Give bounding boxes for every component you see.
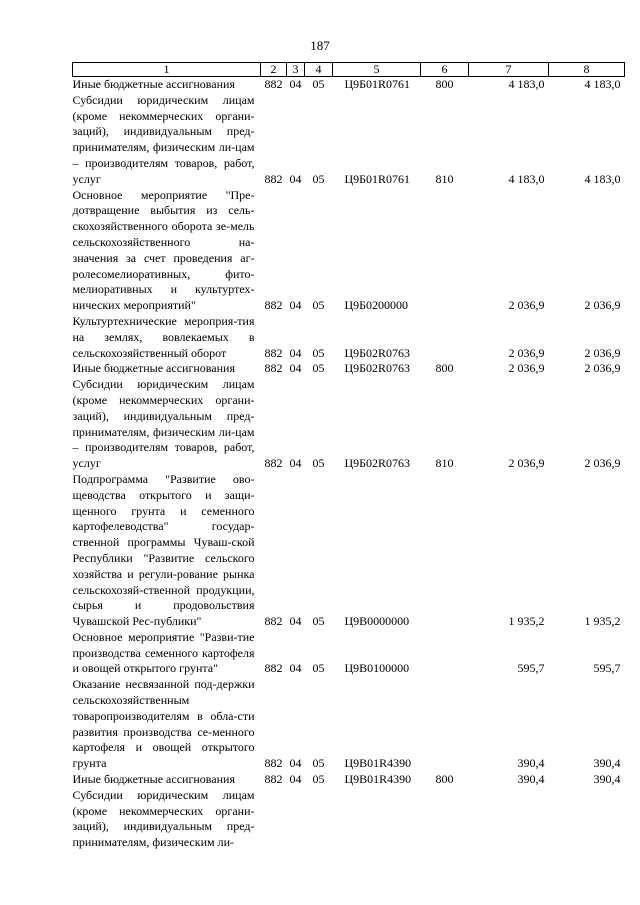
row-name-cell: Основное мероприятие "Разви-тие производства семенного картофеля и овощей открытого грунта"	[72, 629, 255, 676]
ministry-code-cell: 882	[264, 756, 283, 771]
ministry-code-cell: 882	[264, 661, 283, 676]
amount-year2-cell: 390,4	[593, 772, 621, 787]
amount-year2-cell: 2 036,9	[584, 361, 621, 376]
amount-year2-cell: 2 036,9	[584, 456, 621, 471]
row-name-cell: Субсидии юридическим лицам (кроме некоммерческих органи-заций), индивидуальным пред-принимателям, физическим ли-цам – производителям товаров, работ, услуг	[72, 377, 255, 471]
amount-year2-cell: 2 036,9	[584, 345, 621, 360]
budget-table	[72, 62, 625, 851]
ministry-code-cell: 882	[264, 345, 283, 360]
expense-type-cell: 800	[435, 77, 454, 91]
target-article-cell: Ц9Б02R0763	[344, 361, 411, 376]
row-name-cell: Основное мероприятие "Пре-дотвращение выбытия из сель-скохозяйственного оборота зе-мель сельскохозяйственного на-значения за счет проведения аг-ролесомелиоративных, фито-мелиоративных и культуртех-нических мероприятий"	[72, 187, 255, 313]
target-article-cell: Ц9В0100000	[344, 661, 410, 676]
subsection-cell: 05	[312, 298, 325, 313]
table-row	[73, 630, 625, 677]
expense-type-cell	[421, 788, 469, 851]
section-cell: 04	[289, 772, 302, 787]
target-article-cell: Ц9Б02R0763	[344, 345, 411, 360]
row-name-cell: Иные бюджетные ассигнования	[72, 361, 235, 376]
amount-year1-cell: 4 183,0	[508, 77, 545, 91]
ministry-code-cell: 882	[264, 171, 283, 186]
amount-year1-cell: 390,4	[517, 772, 545, 787]
expense-type-cell	[421, 188, 469, 314]
amount-year1-cell: 2 036,9	[508, 345, 545, 360]
expense-type-cell: 810	[435, 456, 454, 471]
ministry-code-cell: 882	[264, 614, 283, 629]
column-header: 3	[287, 63, 305, 77]
section-cell: 04	[289, 345, 302, 360]
table-row	[73, 314, 625, 361]
subsection-cell: 05	[312, 456, 325, 471]
ministry-code-cell: 882	[264, 361, 283, 376]
subsection-cell: 05	[312, 171, 325, 186]
ministry-code-cell	[261, 788, 287, 851]
table-row	[73, 77, 625, 93]
column-header: 5	[333, 63, 421, 77]
target-article-cell	[333, 788, 421, 851]
table-row	[73, 677, 625, 772]
amount-year1-cell: 595,7	[517, 661, 545, 676]
section-cell: 04	[289, 298, 302, 313]
row-name-cell: Субсидии юридическим лицам (кроме некоммерческих органи-заций), индивидуальным пред-принимателям, физическим ли-	[72, 787, 255, 850]
ministry-code-cell: 882	[264, 772, 283, 787]
expense-type-cell	[421, 314, 469, 361]
ministry-code-cell: 882	[264, 298, 283, 313]
amount-year2-cell	[549, 788, 625, 851]
column-header: 4	[305, 63, 333, 77]
table-row	[73, 788, 625, 851]
column-header: 7	[469, 63, 549, 77]
row-name-cell: Иные бюджетные ассигнования	[72, 77, 235, 91]
subsection-cell: 05	[312, 345, 325, 360]
target-article-cell: Ц9Б0200000	[344, 298, 409, 313]
expense-type-cell: 800	[435, 772, 454, 787]
subsection-cell: 05	[312, 361, 325, 376]
amount-year2-cell: 2 036,9	[584, 298, 621, 313]
expense-type-cell	[421, 472, 469, 630]
amount-year1-cell	[469, 788, 549, 851]
target-article-cell: Ц9В0000000	[344, 614, 410, 629]
column-header: 1	[73, 63, 261, 77]
table-row	[73, 377, 625, 472]
target-article-cell: Ц9В01R4390	[344, 772, 412, 787]
table-row	[73, 93, 625, 188]
section-cell: 04	[289, 756, 302, 771]
row-name-cell: Субсидии юридическим лицам (кроме некоммерческих органи-заций), индивидуальным пред-принимателям, физическим ли-цам – производителям товаров, работ, услуг	[72, 92, 255, 186]
subsection-cell: 05	[312, 614, 325, 629]
amount-year1-cell: 4 183,0	[508, 171, 545, 186]
amount-year1-cell: 2 036,9	[508, 361, 545, 376]
target-article-cell: Ц9Б02R0763	[344, 456, 411, 471]
amount-year1-cell: 2 036,9	[508, 298, 545, 313]
table-row	[73, 188, 625, 314]
column-header: 2	[261, 63, 287, 77]
section-cell: 04	[289, 361, 302, 376]
amount-year2-cell: 4 183,0	[584, 77, 621, 91]
table-row	[73, 772, 625, 788]
expense-type-cell: 800	[435, 361, 454, 376]
subsection-cell: 05	[312, 661, 325, 676]
row-name-cell: Подпрограмма "Развитие ово-щеводства открытого и защи-щенного грунта и семенного картофелеводства" государ-ственной программы Чуваш-ской Республики "Развитие сельского хозяйства и регули-рование рынка сельскохозяй-ственной продукции, сырья и продовольствия Чувашской Рес-публики"	[72, 471, 255, 629]
subsection-cell	[305, 788, 333, 851]
column-header: 6	[421, 63, 469, 77]
table-row	[73, 361, 625, 377]
section-cell: 04	[289, 171, 302, 186]
section-cell: 04	[289, 614, 302, 629]
amount-year1-cell: 390,4	[517, 756, 545, 771]
table-header	[73, 63, 625, 77]
target-article-cell: Ц9Б01R0761	[344, 77, 411, 91]
section-cell: 04	[289, 77, 302, 91]
amount-year2-cell: 4 183,0	[584, 171, 621, 186]
amount-year2-cell: 390,4	[593, 756, 621, 771]
page-number: 187	[310, 38, 330, 53]
table-body	[73, 77, 625, 852]
expense-type-cell	[421, 677, 469, 772]
header-row	[73, 63, 625, 77]
column-header: 8	[549, 63, 625, 77]
expense-type-cell	[421, 630, 469, 677]
expense-type-cell: 810	[435, 171, 454, 186]
ministry-code-cell: 882	[264, 77, 283, 91]
amount-year2-cell: 595,7	[593, 661, 621, 676]
row-name-cell: Культуртехнические мероприя-тия на землях, вовлекаемых в сельскохозяйственный оборот	[72, 313, 255, 360]
table-row	[73, 472, 625, 630]
section-cell: 04	[289, 456, 302, 471]
section-cell: 04	[289, 661, 302, 676]
target-article-cell: Ц9В01R4390	[344, 756, 412, 771]
subsection-cell: 05	[312, 756, 325, 771]
subsection-cell: 05	[312, 772, 325, 787]
amount-year1-cell: 1 935,2	[508, 614, 545, 629]
row-name-cell: Иные бюджетные ассигнования	[72, 772, 235, 787]
target-article-cell: Ц9Б01R0761	[344, 171, 411, 186]
amount-year2-cell: 1 935,2	[584, 614, 621, 629]
amount-year1-cell: 2 036,9	[508, 456, 545, 471]
subsection-cell: 05	[312, 77, 325, 91]
section-cell	[287, 788, 305, 851]
ministry-code-cell: 882	[264, 456, 283, 471]
row-name-cell: Оказание несвязанной под-держки сельскохозяйственным товаропроизводителям в обла-сти развития производства се-менного картофеля и овощей открытого грунта	[72, 677, 255, 771]
